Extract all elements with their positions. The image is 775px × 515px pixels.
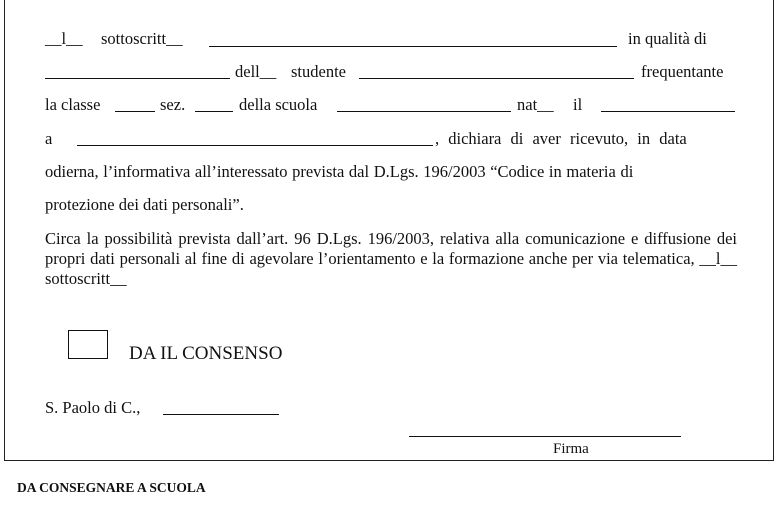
birth-date-field[interactable]	[601, 111, 735, 112]
delivery-note: DA CONSEGNARE A SCUOLA	[17, 480, 206, 495]
scuola-label: della scuola	[239, 95, 318, 114]
place-label: S. Paolo di C.,	[45, 398, 141, 417]
circa-paragraph: Circa la possibilità prevista dall’art. 96 D.Lgs. 196/2003, relativa alla comunicazione e diffusione dei propri dati personali al fine di agevolare l’orientamento e la formazione anche per via telematica, __l__ sottoscritt__	[45, 229, 737, 288]
informativa-text: odierna, l’informativa all’interessato prevista dal D.Lgs. 196/2003 “Codice in materia di	[45, 162, 634, 181]
informativa-text-2: protezione dei dati personali”.	[45, 195, 244, 214]
role-field[interactable]	[45, 78, 230, 79]
scuola-field[interactable]	[337, 111, 511, 112]
nat-label: nat__	[517, 95, 554, 114]
consent-checkbox[interactable]	[68, 330, 108, 359]
article-prefix: __l__	[45, 29, 83, 48]
birth-place-field[interactable]	[77, 145, 433, 146]
signature-field[interactable]	[409, 436, 681, 437]
a-label: a	[45, 129, 53, 148]
consent-form	[4, 0, 774, 461]
dichiara-text: , dichiara di aver ricevuto, in data	[435, 129, 687, 148]
studente-label: studente	[291, 62, 346, 81]
signature-label: Firma	[553, 441, 589, 457]
frequentante-label: frequentante	[641, 62, 724, 81]
classe-label: la classe	[45, 95, 101, 114]
sez-label: sez.	[160, 95, 186, 114]
consent-label: DA IL CONSENSO	[129, 343, 283, 364]
sottoscritt-label: sottoscritt__	[101, 29, 183, 48]
in-qualita-label: in qualità di	[628, 29, 707, 48]
sez-field[interactable]	[195, 111, 233, 112]
student-name-field[interactable]	[359, 78, 634, 79]
name-field[interactable]	[209, 46, 617, 47]
dell-label: dell__	[235, 62, 277, 81]
date-field[interactable]	[163, 414, 279, 415]
il-label: il	[573, 95, 583, 114]
classe-field[interactable]	[115, 111, 155, 112]
